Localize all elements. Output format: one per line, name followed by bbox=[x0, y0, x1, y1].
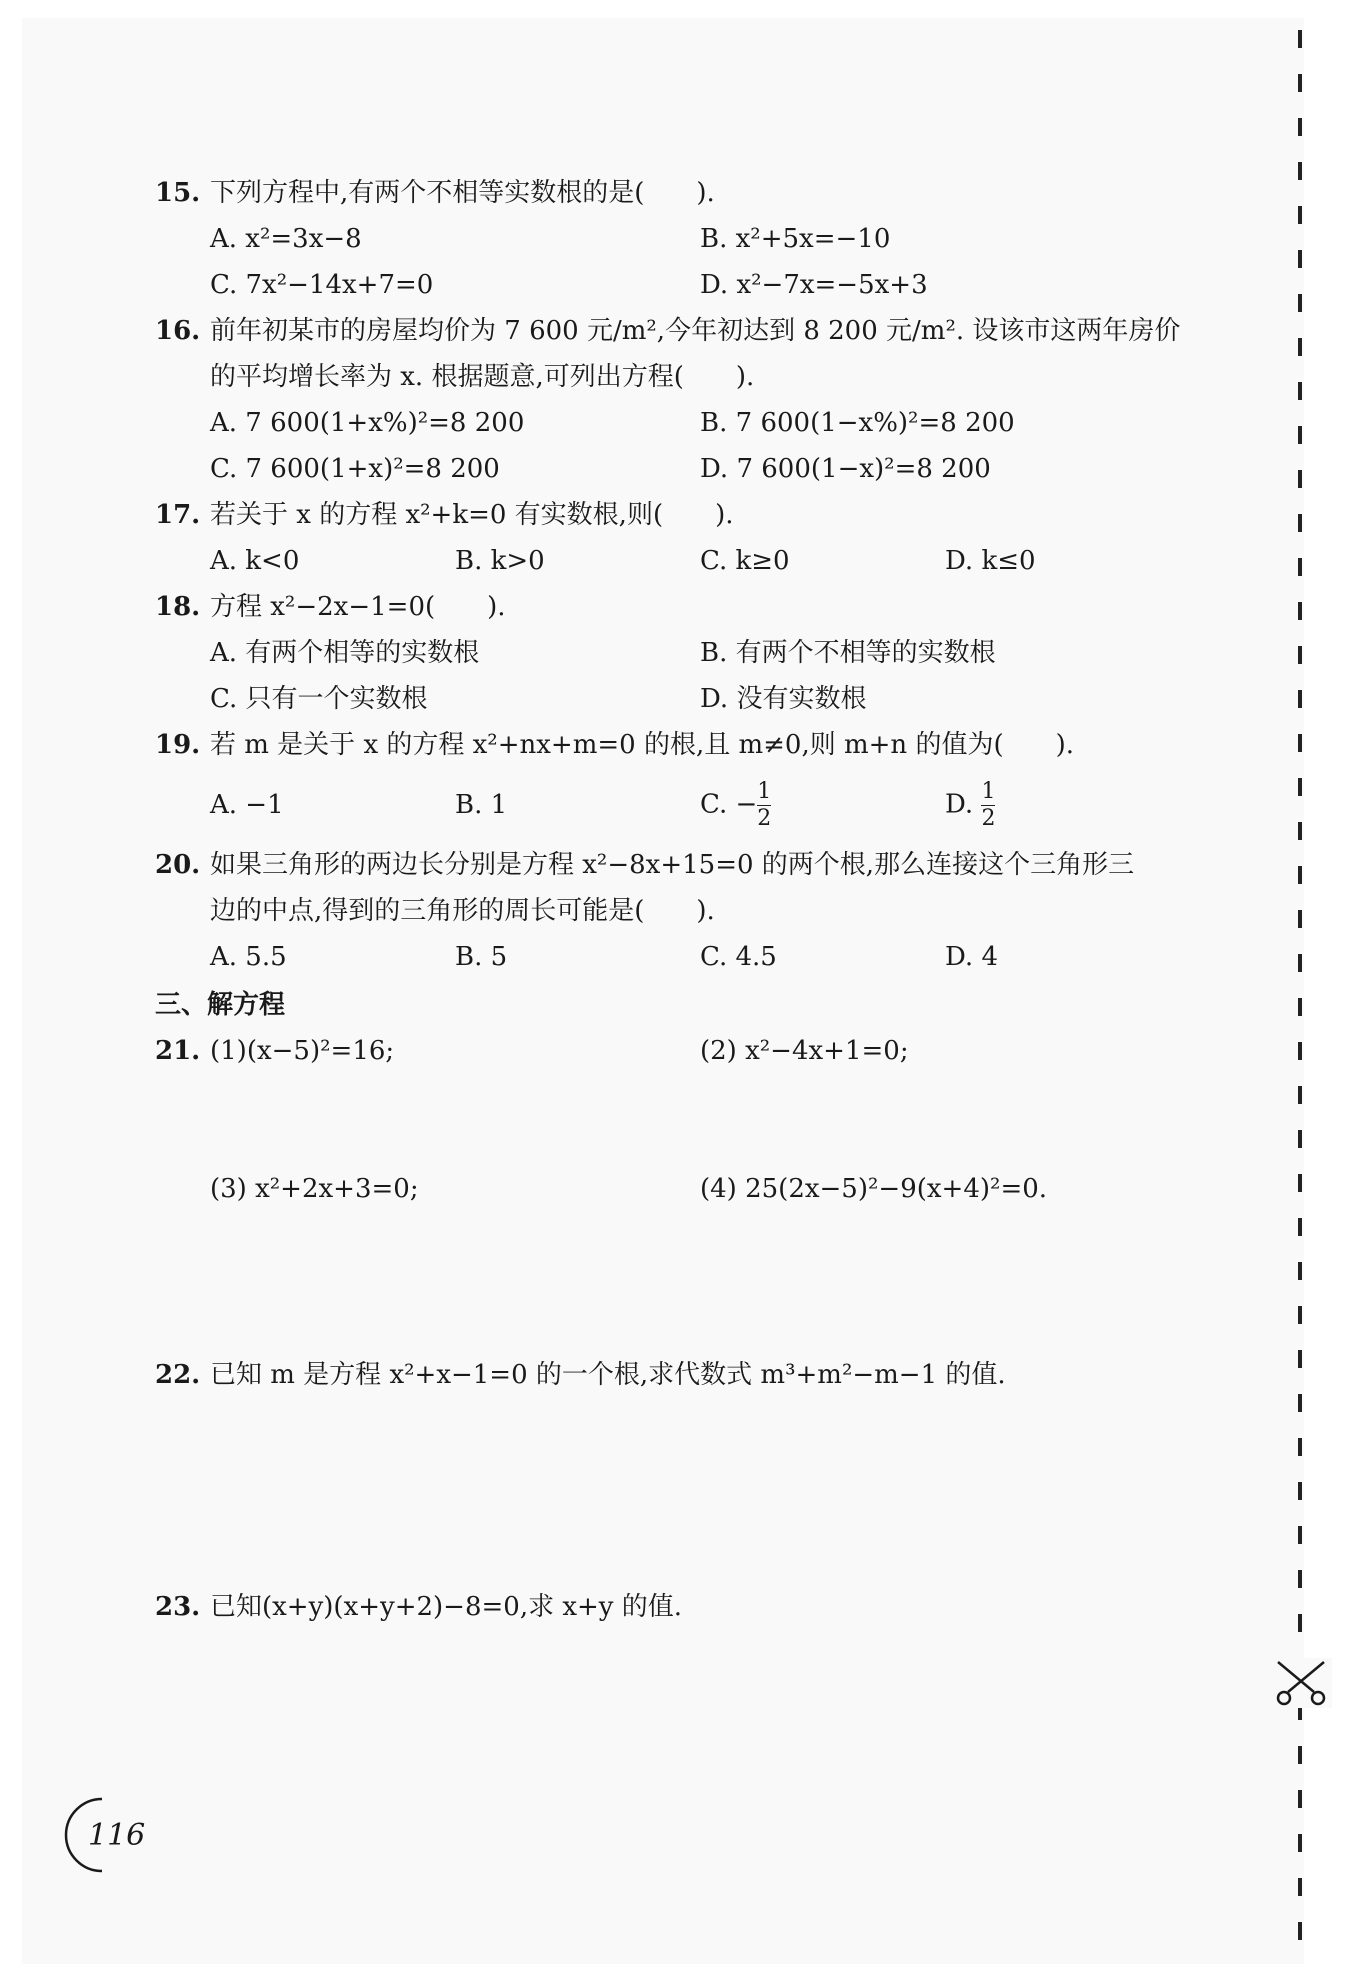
question-number: 19. bbox=[155, 730, 201, 760]
question-number: 15. bbox=[155, 178, 201, 208]
option-d: D. 没有实数根 bbox=[700, 684, 867, 714]
option-d bbox=[945, 779, 1190, 832]
option-c: C. k≥0 bbox=[700, 546, 790, 576]
options bbox=[210, 400, 1225, 492]
question-stem: 已知(x+y)(x+y+2)−8=0,求 x+y 的值. bbox=[210, 1592, 683, 1622]
option-a: A. 有两个相等的实数根 bbox=[210, 638, 480, 668]
option-d: D. x²−7x=−5x+3 bbox=[700, 270, 928, 300]
fraction-numerator: 1 bbox=[757, 778, 772, 804]
question-17 bbox=[155, 492, 1225, 584]
question-16 bbox=[155, 308, 1225, 492]
fraction-numerator: 1 bbox=[981, 778, 996, 804]
options bbox=[210, 934, 1225, 980]
option-b: B. k>0 bbox=[455, 546, 545, 576]
question-number: 18. bbox=[155, 592, 201, 622]
question-number: 21. bbox=[155, 1036, 201, 1066]
exercise-content bbox=[155, 170, 1225, 1630]
option-c: C. 7x²−14x+7=0 bbox=[210, 270, 434, 300]
question-19 bbox=[155, 722, 1225, 842]
question-22 bbox=[155, 1352, 1225, 1398]
option-d: D. 4 bbox=[945, 942, 998, 972]
fraction-denominator: 2 bbox=[757, 805, 772, 831]
scissors-icon bbox=[1270, 1658, 1332, 1708]
option-b: B. x²+5x=−10 bbox=[700, 224, 891, 254]
option-c: C. 只有一个实数根 bbox=[210, 684, 428, 714]
question-number: 23. bbox=[155, 1592, 201, 1622]
option-d-label: D. bbox=[945, 789, 982, 819]
question-stem-line1: 前年初某市的房屋均价为 7 600 元/m²,今年初达到 8 200 元/m². 设该市这两年房价 bbox=[210, 316, 1181, 346]
question-stem: 方程 x²−2x−1=0( ). bbox=[210, 592, 506, 622]
option-a: A. 5.5 bbox=[210, 942, 287, 972]
option-d: D. k≤0 bbox=[945, 546, 1036, 576]
question-number: 16. bbox=[155, 316, 201, 346]
question-number: 17. bbox=[155, 500, 201, 530]
subquestion-1: (1)(x−5)²=16; bbox=[210, 1036, 395, 1066]
question-number: 22. bbox=[155, 1360, 201, 1390]
option-b: B. 有两个不相等的实数根 bbox=[700, 638, 996, 668]
fraction-denominator: 2 bbox=[981, 805, 996, 831]
option-a: A. −1 bbox=[210, 790, 284, 820]
options bbox=[210, 216, 1225, 308]
section-heading: 三、解方程 bbox=[155, 990, 286, 1020]
subquestion-row-2 bbox=[210, 1166, 1225, 1212]
option-d: D. 7 600(1−x)²=8 200 bbox=[700, 454, 991, 484]
question-15 bbox=[155, 170, 1225, 308]
question-stem: 下列方程中,有两个不相等实数根的是( ). bbox=[210, 178, 715, 208]
option-c: C. 7 600(1+x)²=8 200 bbox=[210, 454, 500, 484]
option-a: A. k<0 bbox=[210, 546, 300, 576]
options bbox=[210, 630, 1225, 722]
subquestion-3: (3) x²+2x+3=0; bbox=[210, 1174, 419, 1204]
question-stem: 若关于 x 的方程 x²+k=0 有实数根,则( ). bbox=[210, 500, 734, 530]
subquestion-row-1 bbox=[210, 1028, 1225, 1074]
fraction-one-half bbox=[757, 779, 771, 832]
option-a: A. x²=3x−8 bbox=[210, 224, 362, 254]
fraction-one-half bbox=[981, 779, 995, 832]
question-stem-line2: 边的中点,得到的三角形的周长可能是( ). bbox=[210, 896, 715, 926]
options bbox=[210, 768, 1225, 842]
page-number: 116 bbox=[88, 1818, 146, 1853]
option-c bbox=[700, 779, 945, 832]
question-stem: 若 m 是关于 x 的方程 x²+nx+m=0 的根,且 m≠0,则 m+n 的值为( ). bbox=[210, 730, 1074, 760]
question-21 bbox=[155, 1028, 1225, 1212]
question-20 bbox=[155, 842, 1225, 980]
question-18 bbox=[155, 584, 1225, 722]
options bbox=[210, 538, 1225, 584]
subquestion-4: (4) 25(2x−5)²−9(x+4)²=0. bbox=[700, 1174, 1048, 1204]
question-stem-line1: 如果三角形的两边长分别是方程 x²−8x+15=0 的两个根,那么连接这个三角形三 bbox=[210, 850, 1135, 880]
question-number: 20. bbox=[155, 850, 201, 880]
question-23 bbox=[155, 1584, 1225, 1630]
question-stem-line2: 的平均增长率为 x. 根据题意,可列出方程( ). bbox=[210, 362, 755, 392]
option-c-label: C. − bbox=[700, 789, 758, 819]
subquestion-2: (2) x²−4x+1=0; bbox=[700, 1036, 909, 1066]
option-b: B. 7 600(1−x%)²=8 200 bbox=[700, 408, 1015, 438]
option-a: A. 7 600(1+x%)²=8 200 bbox=[210, 408, 525, 438]
option-b: B. 1 bbox=[455, 790, 508, 820]
option-b: B. 5 bbox=[455, 942, 508, 972]
question-stem: 已知 m 是方程 x²+x−1=0 的一个根,求代数式 m³+m²−m−1 的值. bbox=[210, 1360, 1006, 1390]
option-c: C. 4.5 bbox=[700, 942, 777, 972]
